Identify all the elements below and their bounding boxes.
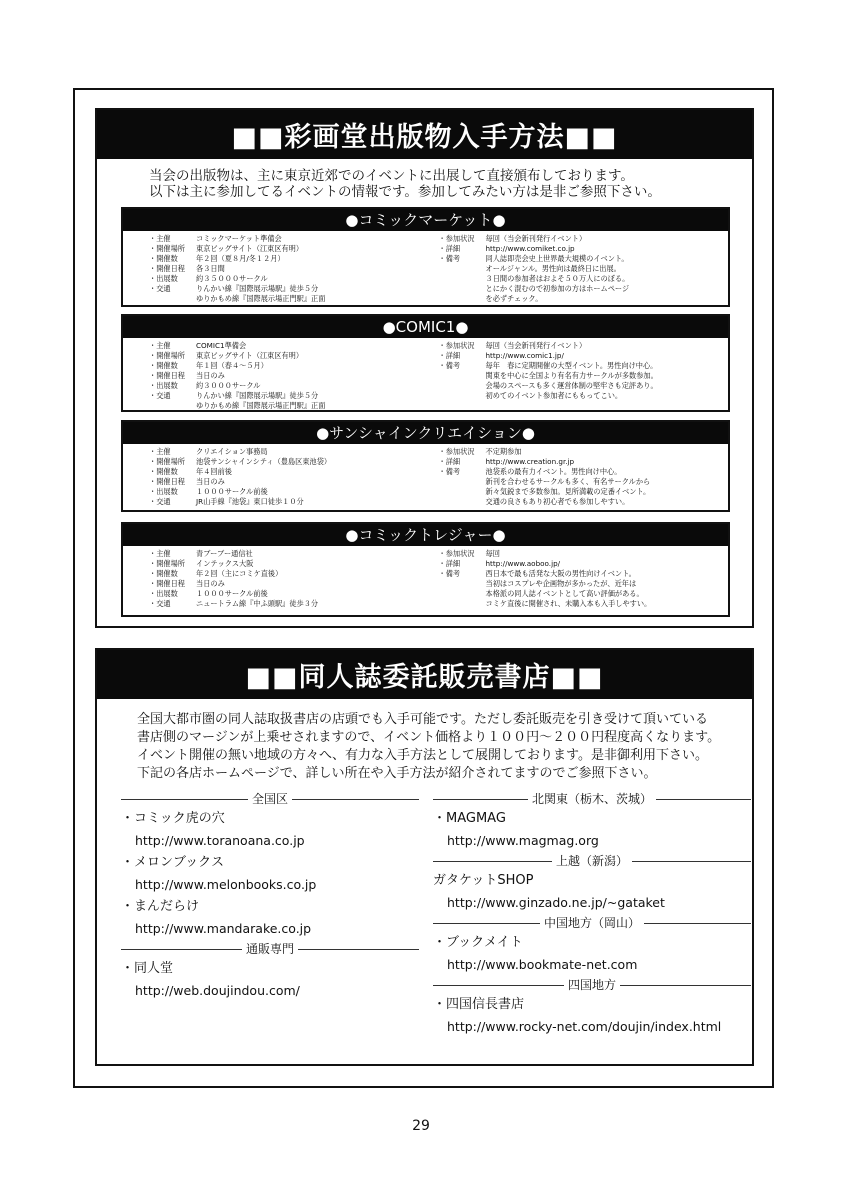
store-category bbox=[121, 790, 419, 808]
event-detail-row bbox=[149, 371, 439, 381]
store-url-link[interactable]: http://www.toranoana.co.jp bbox=[135, 833, 305, 848]
detail-value: 東京ビッグサイト（江東区有明） bbox=[196, 244, 304, 253]
store-url-link[interactable]: http://www.melonbooks.co.jp bbox=[135, 877, 317, 892]
event-detail-row bbox=[149, 467, 439, 477]
detail-value: 毎回 bbox=[485, 549, 500, 558]
detail-value: COMIC1準備会 bbox=[196, 341, 247, 350]
event-detail-row bbox=[439, 294, 729, 304]
category-label: 全国区 bbox=[248, 792, 292, 806]
event-column-left bbox=[149, 341, 439, 411]
detail-label bbox=[439, 589, 486, 599]
detail-label bbox=[439, 497, 486, 507]
event-title: ●コミックマーケット● bbox=[123, 209, 728, 231]
detail-label bbox=[439, 391, 486, 401]
detail-label: ・出展数 bbox=[149, 381, 178, 390]
detail-label bbox=[439, 579, 486, 589]
event-column-left bbox=[149, 234, 439, 304]
event-detail-row bbox=[149, 447, 439, 457]
store-name: ・メロンブックス bbox=[121, 855, 224, 870]
detail-value: 当日のみ bbox=[196, 477, 225, 486]
section-purchase-methods bbox=[95, 108, 754, 628]
store-name: ・四国信長書店 bbox=[433, 997, 525, 1012]
event-detail-row bbox=[149, 477, 439, 487]
detail-value: 毎回（当会新刊発行イベント） bbox=[485, 341, 587, 350]
detail-value: オールジャンル。男性向は最終日に出展。 bbox=[485, 264, 621, 273]
detail-label: ・開催場所 bbox=[149, 559, 185, 568]
detail-value: 本格派の同人誌イベントとして高い評価がある。 bbox=[485, 589, 644, 598]
detail-label: ・主催 bbox=[149, 234, 171, 243]
detail-label bbox=[149, 401, 196, 411]
event-detail-row bbox=[439, 599, 729, 609]
store-url-link[interactable]: http://www.ginzado.ne.jp/~gataket bbox=[447, 895, 665, 910]
event-detail-row bbox=[439, 497, 729, 507]
detail-value: 同人誌即売会史上世界最大規模のイベント。 bbox=[485, 254, 629, 263]
detail-value: 当初はコスプレや企画物が多かったが、近年は bbox=[485, 579, 637, 588]
detail-label bbox=[439, 294, 486, 304]
detail-label bbox=[149, 294, 196, 304]
event-title: ●コミックトレジャー● bbox=[123, 524, 728, 546]
detail-label: ・交通 bbox=[149, 284, 171, 293]
section-title: ■■同人誌委託販売書店■■ bbox=[97, 650, 752, 699]
event-column-right bbox=[439, 447, 729, 507]
detail-value: 池袋系の最有力イベント。男性向け中心。 bbox=[485, 467, 622, 476]
section-consignment-stores bbox=[95, 648, 754, 1066]
category-label: 四国地方 bbox=[564, 978, 620, 992]
event-detail-row bbox=[149, 391, 439, 401]
detail-value: １０００サークル前後 bbox=[196, 487, 268, 496]
section-intro bbox=[97, 699, 752, 783]
event-column-right bbox=[439, 549, 729, 609]
event-detail-row bbox=[439, 569, 729, 579]
event-detail-row bbox=[439, 391, 729, 401]
event-column-right bbox=[439, 234, 729, 304]
intro-line: 当会の出版物は、主に東京近郊でのイベントに出展して直接頒布しております。 bbox=[149, 168, 634, 184]
event-detail-row bbox=[439, 487, 729, 497]
detail-value: 各３日間 bbox=[196, 264, 225, 273]
event-detail-row bbox=[149, 569, 439, 579]
event-detail-row bbox=[439, 264, 729, 274]
detail-label: ・開催場所 bbox=[149, 351, 185, 360]
detail-value: インテックス大阪 bbox=[196, 559, 254, 568]
event-details bbox=[123, 444, 728, 507]
detail-label: ・出展数 bbox=[149, 487, 178, 496]
detail-value: 不定期参加 bbox=[485, 447, 522, 456]
detail-label: ・交通 bbox=[149, 497, 171, 506]
detail-label: ・参加状況 bbox=[438, 234, 475, 243]
detail-value[interactable]: http://www.comic1.jp/ bbox=[485, 351, 564, 360]
section-intro bbox=[97, 159, 752, 200]
detail-value: りんかい線『国際展示場駅』徒歩５分 bbox=[196, 284, 319, 293]
store-category bbox=[121, 940, 419, 958]
detail-value: コミケ直後に開催され、未購入本も入手しやすい。 bbox=[485, 599, 652, 608]
detail-label: ・主催 bbox=[149, 341, 171, 350]
event-detail-row bbox=[149, 487, 439, 497]
detail-value: 年２回（夏８月/冬１２月） bbox=[196, 254, 285, 263]
category-label: 上越（新潟） bbox=[552, 854, 632, 868]
detail-label: ・参加状況 bbox=[438, 447, 475, 456]
section-title: ■■彩画堂出版物入手方法■■ bbox=[97, 110, 752, 159]
detail-value: 年１回（春４～５月） bbox=[196, 361, 268, 370]
store-category bbox=[433, 914, 751, 932]
event-detail-row bbox=[439, 234, 729, 244]
detail-label: ・主催 bbox=[149, 447, 171, 456]
event-detail-row bbox=[149, 599, 439, 609]
event-detail-row bbox=[149, 284, 439, 294]
event-detail-row bbox=[439, 371, 729, 381]
category-label: 中国地方（岡山） bbox=[540, 916, 644, 930]
detail-value: クリエイション事務局 bbox=[196, 447, 268, 456]
category-label: 通販専門 bbox=[242, 942, 298, 956]
event-detail-row bbox=[149, 589, 439, 599]
detail-label: ・開催数 bbox=[149, 569, 178, 578]
event-column-left bbox=[149, 447, 439, 507]
detail-value[interactable]: http://www.comiket.co.jp bbox=[485, 244, 575, 253]
detail-value: 青ブーブー通信社 bbox=[196, 549, 253, 558]
detail-label bbox=[439, 264, 486, 274]
store-url-link[interactable]: http://www.bookmate-net.com bbox=[447, 957, 638, 972]
event-detail-row bbox=[149, 381, 439, 391]
store-category bbox=[433, 976, 751, 994]
detail-value[interactable]: http://www.aoboo.jp/ bbox=[485, 559, 561, 568]
event-box bbox=[121, 420, 730, 512]
detail-value: 関東を中心に全国より有名有力サークルが多数参加。 bbox=[485, 371, 658, 380]
event-detail-row bbox=[439, 477, 729, 487]
detail-value: 年４回前後 bbox=[196, 467, 232, 476]
event-detail-row bbox=[439, 579, 729, 589]
event-detail-row bbox=[149, 254, 439, 264]
store-name: ・まんだらけ bbox=[121, 899, 200, 914]
detail-label: ・交通 bbox=[149, 391, 171, 400]
event-detail-row bbox=[149, 549, 439, 559]
event-details bbox=[123, 338, 728, 411]
detail-label: ・詳細 bbox=[438, 244, 461, 253]
detail-value: 初めてのイベント参加者にももってこい。 bbox=[485, 391, 623, 400]
detail-value: JR山手線『池袋』東口徒歩１０分 bbox=[196, 497, 304, 506]
detail-label: ・出展数 bbox=[149, 274, 178, 283]
store-name: ・コミック虎の穴 bbox=[121, 811, 225, 826]
store-url-link[interactable]: http://www.magmag.org bbox=[447, 833, 599, 848]
event-box bbox=[121, 522, 730, 617]
event-details bbox=[123, 231, 728, 304]
store-name: ・MAGMAG bbox=[433, 811, 506, 826]
event-detail-row bbox=[149, 457, 439, 467]
detail-label: ・開催日程 bbox=[149, 264, 185, 273]
event-detail-row bbox=[149, 351, 439, 361]
detail-label: ・主催 bbox=[149, 549, 171, 558]
detail-label bbox=[439, 284, 486, 294]
intro-line: 全国大都市圏の同人誌取扱書店の店頭でも入手可能です。ただし委託販売を引き受けて頂いている bbox=[137, 712, 708, 727]
detail-label: ・開催場所 bbox=[149, 244, 185, 253]
event-title: ●COMIC1● bbox=[123, 316, 728, 338]
intro-line: 以下は主に参加してるイベントの情報です。参加してみたい方は是非ご参照下さい。 bbox=[149, 184, 661, 200]
event-title: ●サンシャインクリエイション● bbox=[123, 422, 728, 444]
event-detail-row bbox=[439, 361, 729, 371]
detail-value: ゆりかもめ線『国際展示場正門駅』正面 bbox=[196, 401, 326, 410]
event-detail-row bbox=[149, 294, 439, 304]
event-detail-row bbox=[149, 579, 439, 589]
store-url-link[interactable]: http://web.doujindou.com/ bbox=[135, 983, 300, 998]
detail-label: ・参加状況 bbox=[438, 341, 475, 350]
detail-value: 会場のスペースも多く運営体制の堅牢さも定評あり。 bbox=[485, 381, 658, 390]
event-detail-row bbox=[149, 401, 439, 411]
detail-value: とにかく混むので初参加の方はホームページ bbox=[485, 284, 630, 293]
detail-value: 約３０００サークル bbox=[196, 381, 261, 390]
event-detail-row bbox=[439, 274, 729, 284]
intro-line: 下記の各店ホームページで、詳しい所在や入手方法が紹介されてますのでご参照下さい。 bbox=[137, 766, 657, 781]
intro-line: イベント開催の無い地域の方々へ、有力な入手方法として展開しております。是非御利用下さい。 bbox=[137, 748, 708, 763]
store-url-link[interactable]: http://www.rocky-net.com/doujin/index.html bbox=[447, 1019, 722, 1034]
event-box bbox=[121, 207, 730, 307]
store-column-left bbox=[121, 790, 419, 1002]
detail-label: ・開催数 bbox=[149, 254, 178, 263]
detail-value: １０００サークル前後 bbox=[196, 589, 268, 598]
store-name: ・同人堂 bbox=[121, 961, 174, 976]
event-detail-row bbox=[439, 467, 729, 477]
detail-value: 新々気鋭まで多数参加。見所満載の定番イベント。 bbox=[485, 487, 651, 496]
detail-label: ・開催場所 bbox=[149, 457, 185, 466]
detail-label: ・参加状況 bbox=[438, 549, 475, 558]
detail-value: 東京ビッグサイト（江東区有明） bbox=[196, 351, 304, 360]
event-detail-row bbox=[439, 559, 729, 569]
detail-label: ・備考 bbox=[438, 254, 461, 263]
event-detail-row bbox=[439, 381, 729, 391]
detail-value[interactable]: http://www.creation.gr.jp bbox=[485, 457, 575, 466]
detail-label: ・詳細 bbox=[438, 457, 461, 466]
detail-value: コミックマーケット準備会 bbox=[196, 234, 282, 243]
detail-value: 池袋サンシャインシティ（豊島区東池袋） bbox=[196, 457, 332, 466]
detail-label: ・開催日程 bbox=[149, 371, 185, 380]
detail-value: 新刊を合わせるサークルも多く、有名サークルから bbox=[485, 477, 651, 486]
detail-label: ・交通 bbox=[149, 599, 171, 608]
event-detail-row bbox=[439, 351, 729, 361]
detail-value: ニュートラム線『中ふ頭駅』徒歩３分 bbox=[196, 599, 319, 608]
event-detail-row bbox=[149, 244, 439, 254]
detail-label: ・詳細 bbox=[438, 351, 461, 360]
event-column-left bbox=[149, 549, 439, 609]
detail-label: ・開催日程 bbox=[149, 579, 185, 588]
detail-value: 毎年 春に定期開催の大型イベント。男性向け中心。 bbox=[485, 361, 658, 370]
event-detail-row bbox=[439, 244, 729, 254]
event-detail-row bbox=[439, 457, 729, 467]
detail-value: 毎回（当会新刊発行イベント） bbox=[485, 234, 587, 243]
detail-label bbox=[439, 487, 486, 497]
event-detail-row bbox=[439, 284, 729, 294]
store-name: ガタケットSHOP bbox=[433, 873, 534, 888]
event-detail-row bbox=[439, 341, 729, 351]
event-details bbox=[123, 546, 728, 609]
event-box bbox=[121, 314, 730, 412]
event-detail-row bbox=[439, 447, 729, 457]
event-detail-row bbox=[149, 341, 439, 351]
detail-label: ・開催日程 bbox=[149, 477, 185, 486]
detail-value: を必ずチェック。 bbox=[485, 294, 543, 303]
event-detail-row bbox=[439, 549, 729, 559]
detail-value: 当日のみ bbox=[196, 579, 225, 588]
detail-label: ・備考 bbox=[438, 467, 461, 476]
store-category bbox=[433, 790, 751, 808]
detail-label: ・備考 bbox=[438, 361, 461, 370]
detail-label bbox=[439, 477, 486, 487]
store-url-link[interactable]: http://www.mandarake.co.jp bbox=[135, 921, 312, 936]
store-name: ・ブックメイト bbox=[433, 935, 523, 950]
event-detail-row bbox=[439, 254, 729, 264]
event-column-right bbox=[439, 341, 729, 411]
detail-label: ・開催数 bbox=[149, 467, 178, 476]
event-detail-row bbox=[149, 264, 439, 274]
category-label: 北関東（栃木、茨城） bbox=[528, 792, 656, 806]
detail-value: 年２回（主にコミケ直後） bbox=[196, 569, 283, 578]
detail-value: ゆりかもめ線『国際展示場正門駅』正面 bbox=[196, 294, 326, 303]
detail-value: ３日間の参加者はおよそ５０万人にのぼる。 bbox=[485, 274, 630, 283]
event-detail-row bbox=[149, 274, 439, 284]
event-detail-row bbox=[149, 361, 439, 371]
intro-line: 書店側のマージンが上乗せされますので、イベント価格より１００円～２００円程度高くなります。 bbox=[137, 730, 721, 745]
store-category bbox=[433, 852, 751, 870]
event-detail-row bbox=[149, 559, 439, 569]
detail-label bbox=[439, 599, 486, 609]
detail-label: ・開催数 bbox=[149, 361, 178, 370]
detail-label: ・出展数 bbox=[149, 589, 178, 598]
detail-value: 交通の良さもあり初心者でも参加しやすい。 bbox=[485, 497, 630, 506]
detail-value: 当日のみ bbox=[196, 371, 225, 380]
detail-label bbox=[439, 381, 486, 391]
detail-value: りんかい線『国際展示場駅』徒歩５分 bbox=[196, 391, 319, 400]
event-detail-row bbox=[439, 589, 729, 599]
detail-value: 約３５０００サークル bbox=[196, 274, 268, 283]
page-number: 29 bbox=[412, 1118, 430, 1134]
store-column-right bbox=[433, 790, 751, 1038]
detail-value: 西日本で最も活発な大阪の男性向けイベント。 bbox=[485, 569, 636, 578]
detail-label bbox=[439, 274, 486, 284]
event-detail-row bbox=[149, 234, 439, 244]
detail-label: ・詳細 bbox=[438, 559, 461, 568]
detail-label: ・備考 bbox=[438, 569, 461, 578]
event-detail-row bbox=[149, 497, 439, 507]
detail-label bbox=[439, 371, 486, 381]
